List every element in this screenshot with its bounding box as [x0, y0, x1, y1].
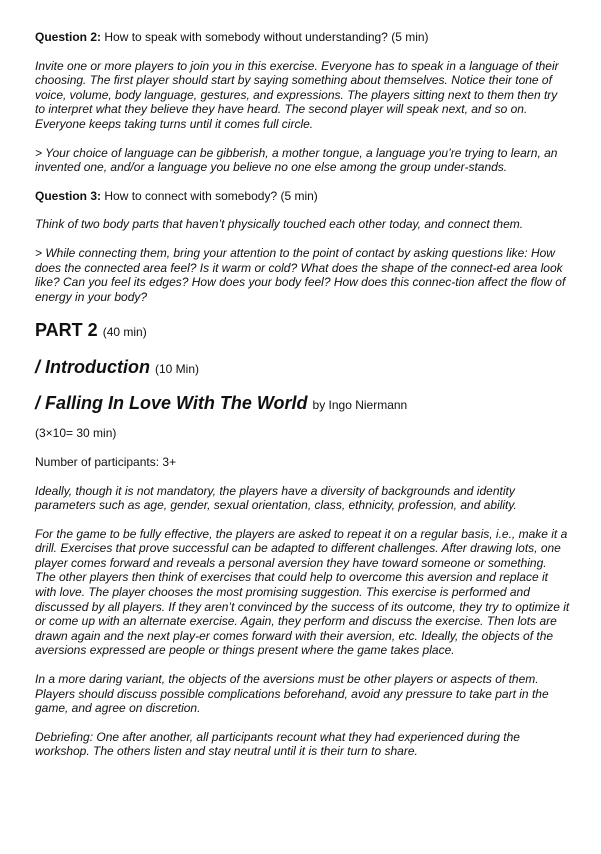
question-2-note: > Your choice of language can be gibberish, a mother tongue, a language you’re trying to learn, an invented one, and/or a language you believe no one else among the group under-stands.: [35, 145, 558, 175]
game-heading: [35, 390, 570, 418]
question-2-body: Invite one or more players to join you in this exercise. Everyone has to speak in a language of their choosing. The first player should start by saying something about themselves. Notice their tone of voice, volume, body language, gestures, and expressions. The players sitting next to them then try to interpret what they believe they have heard. The second player will speak next, and so on. Everyone keeps taking turns until it comes full circle.: [35, 58, 559, 131]
document-page: [35, 30, 570, 759]
question-2-heading: [35, 30, 570, 45]
question-2-label: Question 2:: [35, 30, 102, 44]
game-participants: Number of participants: 3+: [35, 454, 177, 469]
question-2-text: How to speak with somebody without understanding? (5 min): [104, 30, 429, 44]
introduction-heading: [35, 354, 570, 382]
introduction-duration: (10 Min): [155, 362, 200, 377]
question-3-body: Think of two body parts that haven’t physically touched each other today, and connect them.: [35, 217, 524, 232]
question-3-text: How to connect with somebody? (5 min): [104, 188, 318, 203]
question-3-label: Question 3:: [35, 188, 102, 203]
introduction-title: / Introduction: [35, 357, 150, 378]
part-2-duration: (40 min): [102, 325, 147, 340]
game-paragraph-1: Ideally, though it is not mandatory, the players have a diversity of backgrounds and identity parameters such as age, gender, sexual orientation, class, ethnicity, profession, and ability.: [35, 483, 517, 513]
game-paragraph-4: Debriefing: One after another, all participants recount what they had experienced during the workshop. The others listen and stay neutral until it is their turn to share.: [35, 729, 520, 759]
game-byline: by Ingo Niermann: [312, 398, 408, 413]
part-2-heading: [35, 318, 570, 344]
game-paragraph-2: For the game to be fully effective, the players are asked to repeat it on a regular basis, i.e., make it a drill. Exercises that prove successful can be adapted to different challenges. After drawing lots, one player comes forward and reveals a personal aversion they have toward someone or something. The other players then think of exercises that could help to overcome this aversion and replace it with love. The player chooses the most promising suggestion. This exercise is performed and discussed by all players. If they aren’t convinced by the success of its outcome, they try to optimize it or come up with an alternate exercise. Again, they perform and discuss the exercise. Then lots are drawn again and the next play-er comes forward with their aversion, etc. Ideally, the objects of the aversions expressed are people or things present where the game takes place.: [35, 526, 570, 658]
game-title: / Falling In Love With The World: [35, 393, 308, 414]
part-2-title: PART 2: [35, 320, 98, 341]
question-3-heading: [35, 189, 570, 204]
game-timing: (3×10= 30 min): [35, 426, 117, 441]
question-3-note: > While connecting them, bring your attention to the point of contact by asking questions like: How does the connected area feel? Is it warm or cold? What does the shape of the connect-ed area look like? Can you feel its edges? How does your body feel? How does this connec-tion affect the flow of energy in your body?: [35, 245, 566, 304]
game-paragraph-3: In a more daring variant, the objects of the aversions must be other players or aspects of them. Players should discuss possible complications beforehand, avoid any pressure to take part in the game, and agree on discretion.: [35, 672, 549, 716]
